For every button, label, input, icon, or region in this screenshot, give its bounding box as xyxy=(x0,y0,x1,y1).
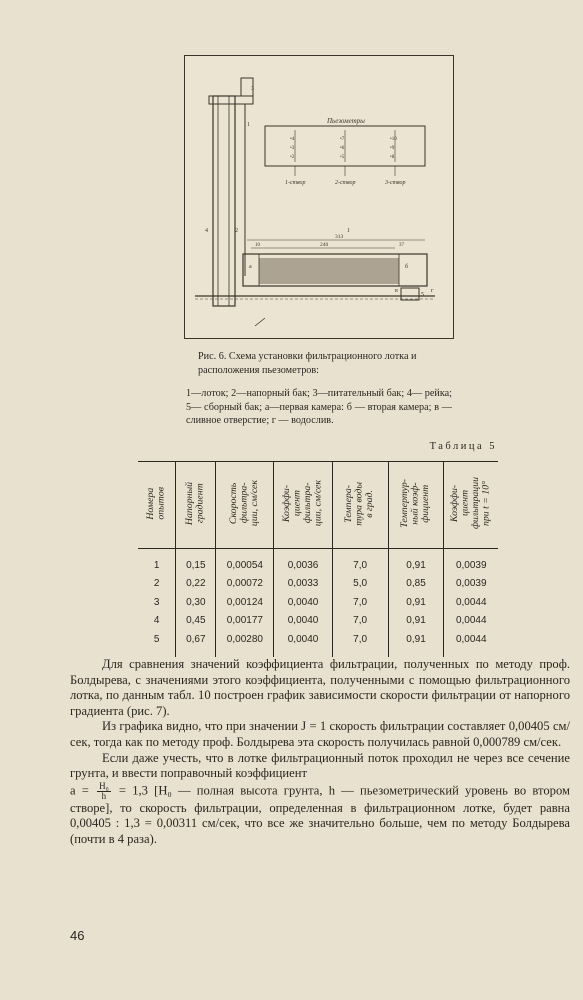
svg-text:•8: •8 xyxy=(390,155,395,160)
svg-text:•4: •4 xyxy=(290,137,295,142)
figure-caption xyxy=(186,350,452,428)
svg-text:•6: •6 xyxy=(340,146,345,151)
filtration-tray-diagram xyxy=(184,55,454,339)
header-cell: Коэффи- циент фильтрации при t = 10° xyxy=(444,462,498,549)
pressure-column xyxy=(213,96,235,306)
header-cell: Номера опытов xyxy=(138,462,176,549)
svg-text:•9: •9 xyxy=(390,146,395,151)
table-row: 1 0,15 0,00054 0,0036 7,0 0,91 0,0039 xyxy=(138,549,498,575)
svg-text:•5: •5 xyxy=(340,155,345,160)
caption-title: Рис. 6. Схема установки фильтрационного лотка и расположения пьезометров: xyxy=(198,351,417,376)
results-table xyxy=(138,461,498,657)
paragraph-3: Если даже учесть, что в лотке фильтрационный поток проходил не через все сечение грунта, и ввести поправочный коэффициент xyxy=(70,750,570,781)
table-row: 3 0,30 0,00124 0,0040 7,0 0,91 0,0044 xyxy=(138,593,498,612)
header-cell: Скорость фильтра- ции, см/сек xyxy=(216,462,274,549)
fraction-numerator: H₀ xyxy=(99,780,109,791)
formula-fraction xyxy=(97,782,111,801)
table-row: 2 0,22 0,00072 0,0033 5,0 0,85 0,0039 xyxy=(138,575,498,594)
chamber-b-label: б xyxy=(405,264,409,270)
tray-label-1: 1 xyxy=(347,228,350,234)
paragraph-4 xyxy=(70,782,570,848)
caption-legend: 1—лоток; 2—напорный бак; 3—питательный бак; 4— рейка; 5— сборный бак; а—первая камера: б — вторая камера; в — сливное отверстие; г — водослив. xyxy=(186,388,452,426)
fraction-denominator: h xyxy=(101,790,107,801)
formula-rest: = 1,3 [H₀ — полная высота грунта, h — пьезометрический уровень во втором створе], то скорость фильтрации, определенная в фильтрационном лотке, будет равна 0,00405 : 1,3 = 0,00311 см/сек, что все же значительно больше, чем по методу Болдырева (почти в 4 раза). xyxy=(70,783,570,846)
label-3: 3 xyxy=(251,86,254,92)
label-5: 5 xyxy=(421,292,424,298)
drain-v-label: в xyxy=(395,288,398,294)
piezometers-label: Пьезометры xyxy=(327,117,365,125)
header-cell: Напорный градиент xyxy=(176,462,216,549)
table-row: 5 0,67 0,00280 0,0040 7,0 0,91 0,0044 xyxy=(138,630,498,657)
table-header-row xyxy=(138,462,498,549)
dimension-313: 313 xyxy=(335,234,344,240)
soil-fill xyxy=(259,258,399,284)
header-cell: Темпертур- ный коэф- фициент xyxy=(388,462,444,549)
section-3-label: 3-створ xyxy=(385,180,406,186)
label-4: 4 xyxy=(205,228,208,234)
header-cell: Темпера- тура воды в град. xyxy=(332,462,388,549)
svg-text:•3: •3 xyxy=(290,146,295,151)
label-2: 2 xyxy=(235,228,238,234)
svg-text:•10: •10 xyxy=(390,137,397,142)
chamber-a-label: а xyxy=(249,264,252,270)
dimension-37: 37 xyxy=(399,243,404,248)
formula-lhs: а = xyxy=(70,783,89,798)
label-1: 1 xyxy=(247,122,250,128)
svg-text:•7: •7 xyxy=(340,137,345,142)
dimension-240: 240 xyxy=(320,242,329,248)
page-number: 46 xyxy=(70,928,85,943)
table-row: 4 0,45 0,00177 0,0040 7,0 0,91 0,0044 xyxy=(138,612,498,631)
body-text xyxy=(70,657,570,848)
section-1-label: 1-створ xyxy=(285,180,306,186)
header-cell: Коэффи- циент фильтра- ции, см/сек xyxy=(274,462,332,549)
paragraph-2: Из графика видно, что при значении J = 1 скорость фильтрации составляет 0,00405 см/сек, тогда как по методу проф. Болдырева эта скорость получилась равной 0,000789 см/сек. xyxy=(70,719,570,749)
diagram-drawing xyxy=(185,56,455,340)
table-number: Таблица 5 xyxy=(429,441,497,452)
svg-text:•2: •2 xyxy=(290,155,295,160)
paragraph-1: Для сравнения значений коэффициента фильтрации, полученных по методу проф. Болдырева, с значениями этого коэффициента, полученными с помощью фильтрационного лотка, по данным табл. 10 построен график зависимости скорости фильтрации от напорного градиента (рис. 7). xyxy=(70,657,570,718)
section-2-label: 2-створ xyxy=(335,180,356,186)
dimension-10: 10 xyxy=(255,243,260,248)
weir-g-label: г xyxy=(431,288,434,294)
